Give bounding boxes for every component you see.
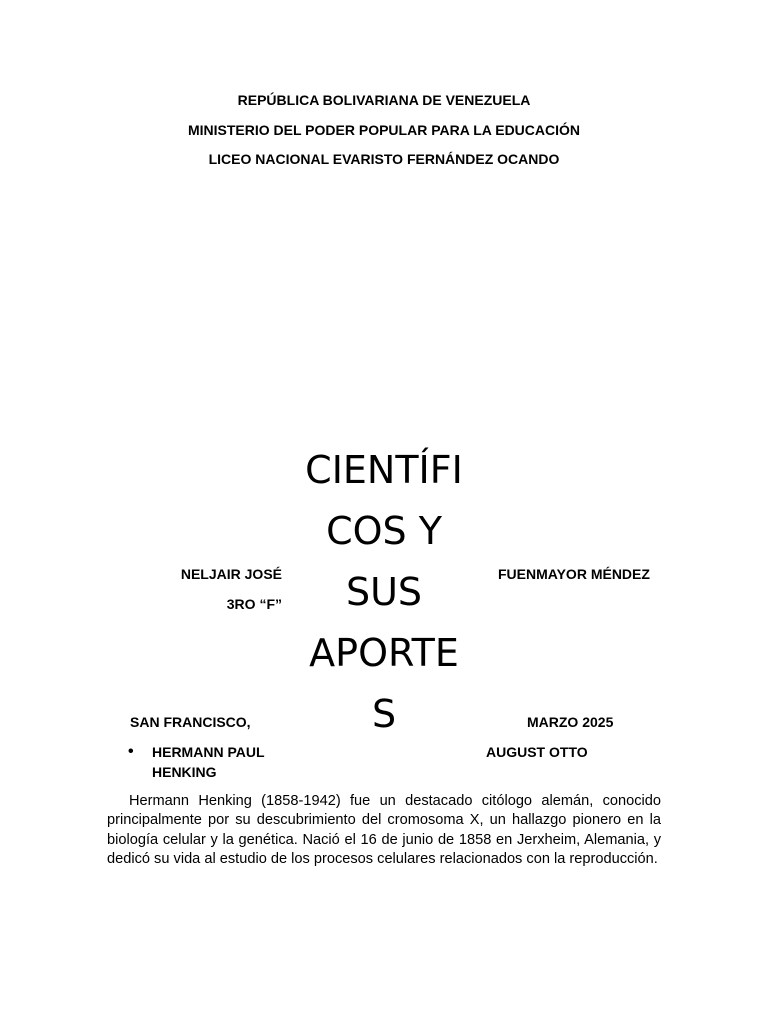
header-ministry: MINISTERIO DEL PODER POPULAR PARA LA EDUCACIÓN <box>187 122 581 138</box>
title-line-2: COS Y <box>326 509 442 553</box>
scientist-heading-right: AUGUST OTTO <box>486 744 588 760</box>
document-title <box>300 440 468 745</box>
header-republic: REPÚBLICA BOLIVARIANA DE VENEZUELA <box>237 92 531 108</box>
title-line-5: S <box>371 692 397 736</box>
author-last-name: FUENMAYOR MÉNDEZ <box>498 566 650 582</box>
bullet-marker: • <box>128 743 134 760</box>
title-line-1: CIENTÍFI <box>305 448 463 492</box>
scientist-heading-left-line-2: HENKING <box>152 764 217 780</box>
header-school: LICEO NACIONAL EVARISTO FERNÁNDEZ OCANDO <box>208 151 560 167</box>
author-grade: 3RO “F” <box>226 596 282 612</box>
scientist-heading-left-line-1: HERMANN PAUL <box>152 744 265 760</box>
place-city: SAN FRANCISCO, <box>130 714 251 730</box>
author-first-name: NELJAIR JOSÉ <box>180 566 282 582</box>
title-line-4: APORTE <box>309 631 459 675</box>
title-line-3: SUS <box>345 570 423 614</box>
body-paragraph: Hermann Henking (1858-1942) fue un destacado citólogo alemán, conocido principalmente por su descubrimiento del cromosoma X, un hallazgo pionero en la biología celular y la genética. Nació el 16 de junio de 1858 en Jerxheim, Alemania, y dedicó su vida al estudio de los procesos celulares relacionados con la reproducción. <box>107 793 661 868</box>
place-date: MARZO 2025 <box>527 714 614 730</box>
